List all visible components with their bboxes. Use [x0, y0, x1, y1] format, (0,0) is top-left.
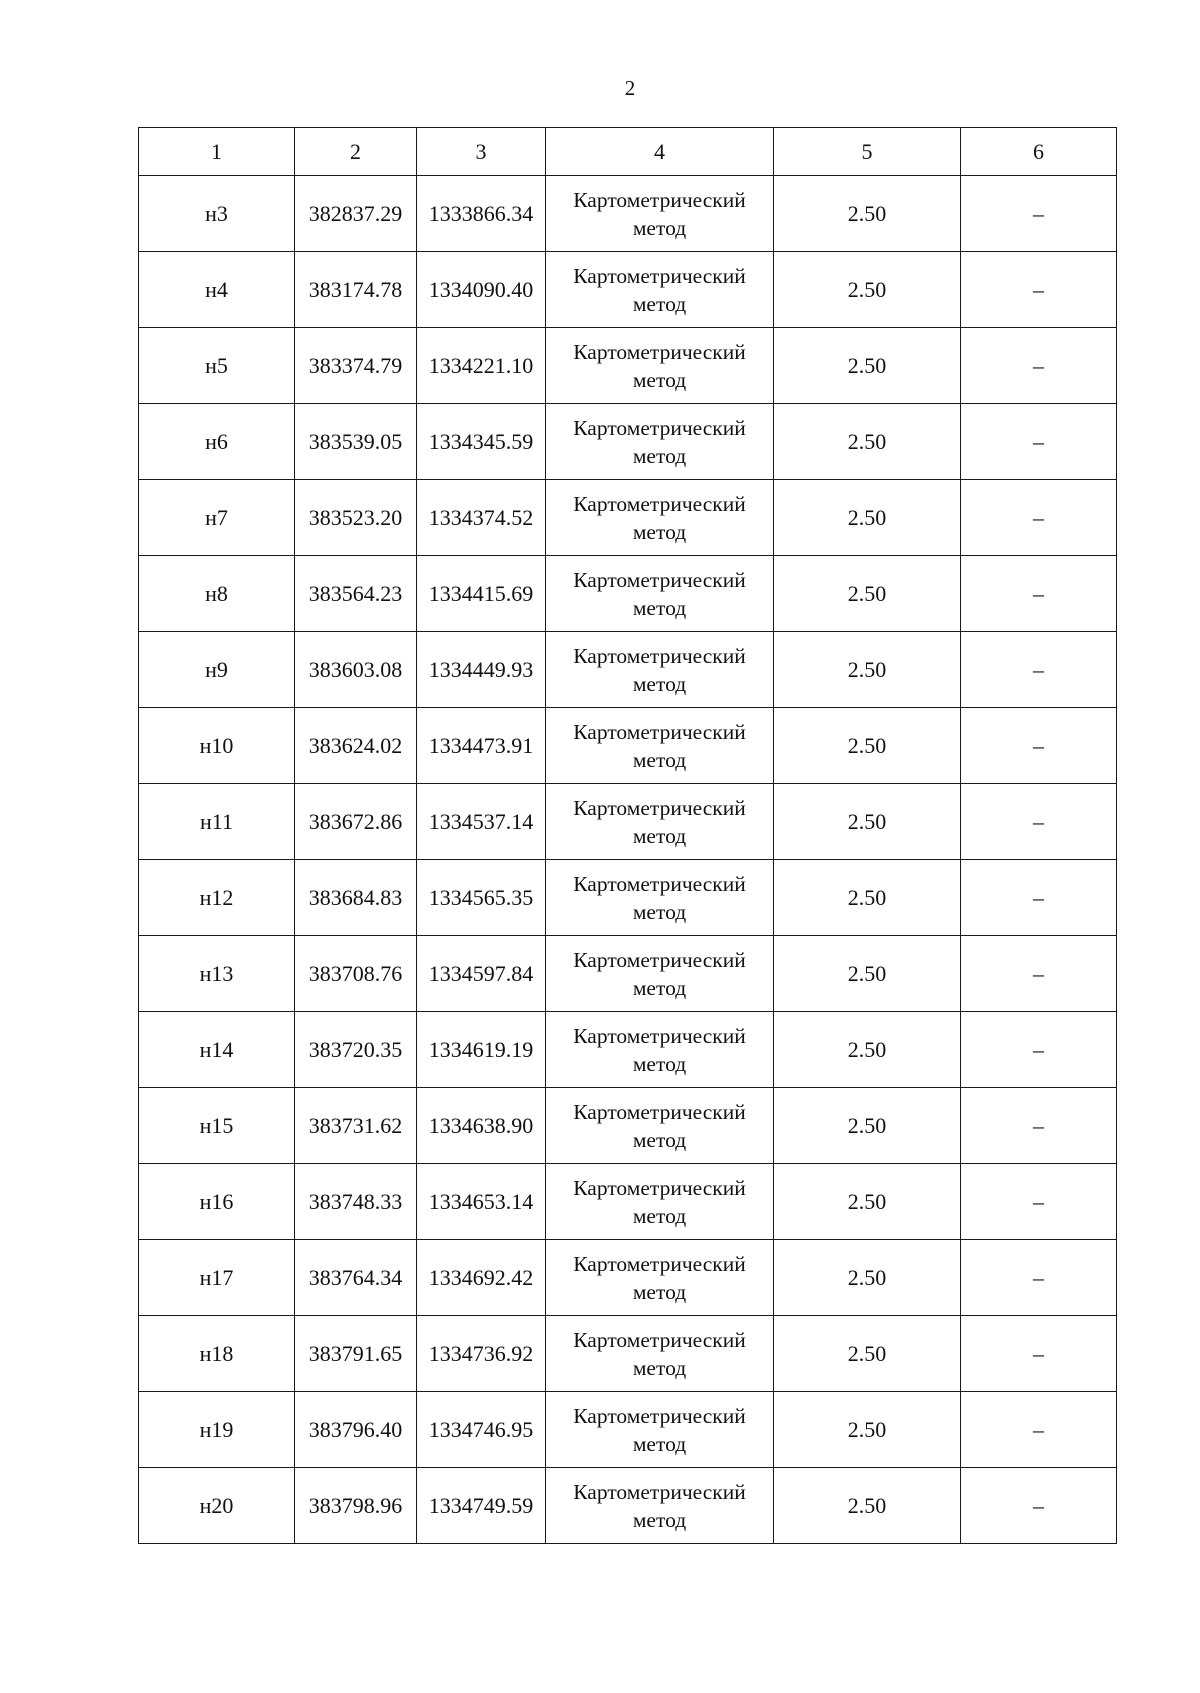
table-body: [139, 128, 1117, 1544]
method-label: Картометрический метод: [573, 339, 746, 392]
method-label: Картометрический метод: [573, 1403, 746, 1456]
table-row: [139, 860, 1117, 936]
table-row: [139, 1392, 1117, 1468]
y-coordinate-cell: 1334415.69: [417, 556, 546, 632]
accuracy-cell: 2.50: [774, 1392, 961, 1468]
page-number: 2: [624, 76, 636, 100]
table-row: [139, 1240, 1117, 1316]
table-row: [139, 252, 1117, 328]
y-coordinate-cell: 1334345.59: [417, 404, 546, 480]
method-label: Картометрический метод: [573, 1251, 746, 1304]
y-coordinate-cell: 1333866.34: [417, 176, 546, 252]
accuracy-cell: 2.50: [774, 1316, 961, 1392]
accuracy-cell: 2.50: [774, 784, 961, 860]
method-cell: [546, 252, 774, 328]
note-cell: –: [961, 1468, 1117, 1544]
method-label: Картометрический метод: [573, 795, 746, 848]
point-name-cell: н6: [139, 404, 295, 480]
y-coordinate-cell: 1334374.52: [417, 480, 546, 556]
accuracy-cell: 2.50: [774, 708, 961, 784]
accuracy-cell: 2.50: [774, 1468, 961, 1544]
y-coordinate-cell: 1334653.14: [417, 1164, 546, 1240]
x-coordinate-cell: 383748.33: [295, 1164, 417, 1240]
x-coordinate-cell: 383624.02: [295, 708, 417, 784]
method-label: Картометрический метод: [573, 263, 746, 316]
y-coordinate-cell: 1334221.10: [417, 328, 546, 404]
method-label: Картометрический метод: [573, 415, 746, 468]
x-coordinate-cell: 383720.35: [295, 1012, 417, 1088]
x-coordinate-cell: 383672.86: [295, 784, 417, 860]
table-row: [139, 708, 1117, 784]
accuracy-cell: 2.50: [774, 1088, 961, 1164]
accuracy-cell: 2.50: [774, 1240, 961, 1316]
y-coordinate-cell: 1334565.35: [417, 860, 546, 936]
y-coordinate-cell: 1334736.92: [417, 1316, 546, 1392]
table-row: [139, 1164, 1117, 1240]
point-name-cell: н4: [139, 252, 295, 328]
accuracy-cell: 2.50: [774, 176, 961, 252]
y-coordinate-cell: 1334746.95: [417, 1392, 546, 1468]
method-cell: [546, 1392, 774, 1468]
column-header: 1: [139, 128, 295, 176]
column-header: 6: [961, 128, 1117, 176]
point-name-cell: н8: [139, 556, 295, 632]
method-cell: [546, 784, 774, 860]
table-row: [139, 1468, 1117, 1544]
method-label: Картометрический метод: [573, 1479, 746, 1532]
method-cell: [546, 1088, 774, 1164]
column-header: 4: [546, 128, 774, 176]
note-cell: –: [961, 328, 1117, 404]
table-row: [139, 480, 1117, 556]
x-coordinate-cell: 383684.83: [295, 860, 417, 936]
method-label: Картометрический метод: [573, 1175, 746, 1228]
y-coordinate-cell: 1334619.19: [417, 1012, 546, 1088]
table-row: [139, 784, 1117, 860]
note-cell: –: [961, 252, 1117, 328]
table-row: [139, 632, 1117, 708]
table-row: [139, 1316, 1117, 1392]
x-coordinate-cell: 383764.34: [295, 1240, 417, 1316]
x-coordinate-cell: 383539.05: [295, 404, 417, 480]
point-name-cell: н18: [139, 1316, 295, 1392]
accuracy-cell: 2.50: [774, 404, 961, 480]
method-label: Картометрический метод: [573, 947, 746, 1000]
x-coordinate-cell: 383374.79: [295, 328, 417, 404]
x-coordinate-cell: 383708.76: [295, 936, 417, 1012]
table-row: [139, 404, 1117, 480]
method-label: Картометрический метод: [573, 719, 746, 772]
coordinates-table: [138, 127, 1117, 1544]
note-cell: –: [961, 480, 1117, 556]
note-cell: –: [961, 1240, 1117, 1316]
x-coordinate-cell: 383174.78: [295, 252, 417, 328]
method-cell: [546, 556, 774, 632]
y-coordinate-cell: 1334537.14: [417, 784, 546, 860]
note-cell: –: [961, 1316, 1117, 1392]
note-cell: –: [961, 936, 1117, 1012]
accuracy-cell: 2.50: [774, 1012, 961, 1088]
table-header-row: [139, 128, 1117, 176]
y-coordinate-cell: 1334473.91: [417, 708, 546, 784]
table-row: [139, 176, 1117, 252]
y-coordinate-cell: 1334638.90: [417, 1088, 546, 1164]
method-cell: [546, 632, 774, 708]
point-name-cell: н15: [139, 1088, 295, 1164]
x-coordinate-cell: 383523.20: [295, 480, 417, 556]
method-label: Картометрический метод: [573, 1023, 746, 1076]
method-label: Картометрический метод: [573, 1327, 746, 1380]
note-cell: –: [961, 1088, 1117, 1164]
accuracy-cell: 2.50: [774, 556, 961, 632]
x-coordinate-cell: 383731.62: [295, 1088, 417, 1164]
y-coordinate-cell: 1334090.40: [417, 252, 546, 328]
accuracy-cell: 2.50: [774, 252, 961, 328]
note-cell: –: [961, 176, 1117, 252]
y-coordinate-cell: 1334692.42: [417, 1240, 546, 1316]
method-cell: [546, 708, 774, 784]
note-cell: –: [961, 784, 1117, 860]
method-label: Картометрический метод: [573, 643, 746, 696]
point-name-cell: н14: [139, 1012, 295, 1088]
point-name-cell: н3: [139, 176, 295, 252]
note-cell: –: [961, 556, 1117, 632]
column-header: 5: [774, 128, 961, 176]
point-name-cell: н11: [139, 784, 295, 860]
method-cell: [546, 176, 774, 252]
y-coordinate-cell: 1334449.93: [417, 632, 546, 708]
method-cell: [546, 1468, 774, 1544]
note-cell: –: [961, 632, 1117, 708]
point-name-cell: н12: [139, 860, 295, 936]
note-cell: –: [961, 1392, 1117, 1468]
table-row: [139, 1088, 1117, 1164]
accuracy-cell: 2.50: [774, 860, 961, 936]
accuracy-cell: 2.50: [774, 480, 961, 556]
method-cell: [546, 404, 774, 480]
x-coordinate-cell: 382837.29: [295, 176, 417, 252]
method-label: Картометрический метод: [573, 187, 746, 240]
method-cell: [546, 1012, 774, 1088]
method-cell: [546, 1164, 774, 1240]
accuracy-cell: 2.50: [774, 936, 961, 1012]
method-label: Картометрический метод: [573, 871, 746, 924]
table-row: [139, 556, 1117, 632]
y-coordinate-cell: 1334597.84: [417, 936, 546, 1012]
note-cell: –: [961, 1164, 1117, 1240]
column-header: 2: [295, 128, 417, 176]
x-coordinate-cell: 383791.65: [295, 1316, 417, 1392]
accuracy-cell: 2.50: [774, 328, 961, 404]
point-name-cell: н7: [139, 480, 295, 556]
point-name-cell: н17: [139, 1240, 295, 1316]
method-cell: [546, 480, 774, 556]
table-row: [139, 936, 1117, 1012]
accuracy-cell: 2.50: [774, 632, 961, 708]
y-coordinate-cell: 1334749.59: [417, 1468, 546, 1544]
note-cell: –: [961, 708, 1117, 784]
note-cell: –: [961, 860, 1117, 936]
method-cell: [546, 1240, 774, 1316]
point-name-cell: н20: [139, 1468, 295, 1544]
table-row: [139, 1012, 1117, 1088]
x-coordinate-cell: 383798.96: [295, 1468, 417, 1544]
x-coordinate-cell: 383796.40: [295, 1392, 417, 1468]
x-coordinate-cell: 383564.23: [295, 556, 417, 632]
note-cell: –: [961, 1012, 1117, 1088]
method-cell: [546, 860, 774, 936]
point-name-cell: н9: [139, 632, 295, 708]
point-name-cell: н13: [139, 936, 295, 1012]
accuracy-cell: 2.50: [774, 1164, 961, 1240]
note-cell: –: [961, 404, 1117, 480]
method-cell: [546, 936, 774, 1012]
x-coordinate-cell: 383603.08: [295, 632, 417, 708]
point-name-cell: н19: [139, 1392, 295, 1468]
point-name-cell: н5: [139, 328, 295, 404]
method-label: Картометрический метод: [573, 1099, 746, 1152]
point-name-cell: н10: [139, 708, 295, 784]
method-cell: [546, 1316, 774, 1392]
table-row: [139, 328, 1117, 404]
column-header: 3: [417, 128, 546, 176]
method-label: Картометрический метод: [573, 491, 746, 544]
point-name-cell: н16: [139, 1164, 295, 1240]
method-cell: [546, 328, 774, 404]
method-label: Картометрический метод: [573, 567, 746, 620]
